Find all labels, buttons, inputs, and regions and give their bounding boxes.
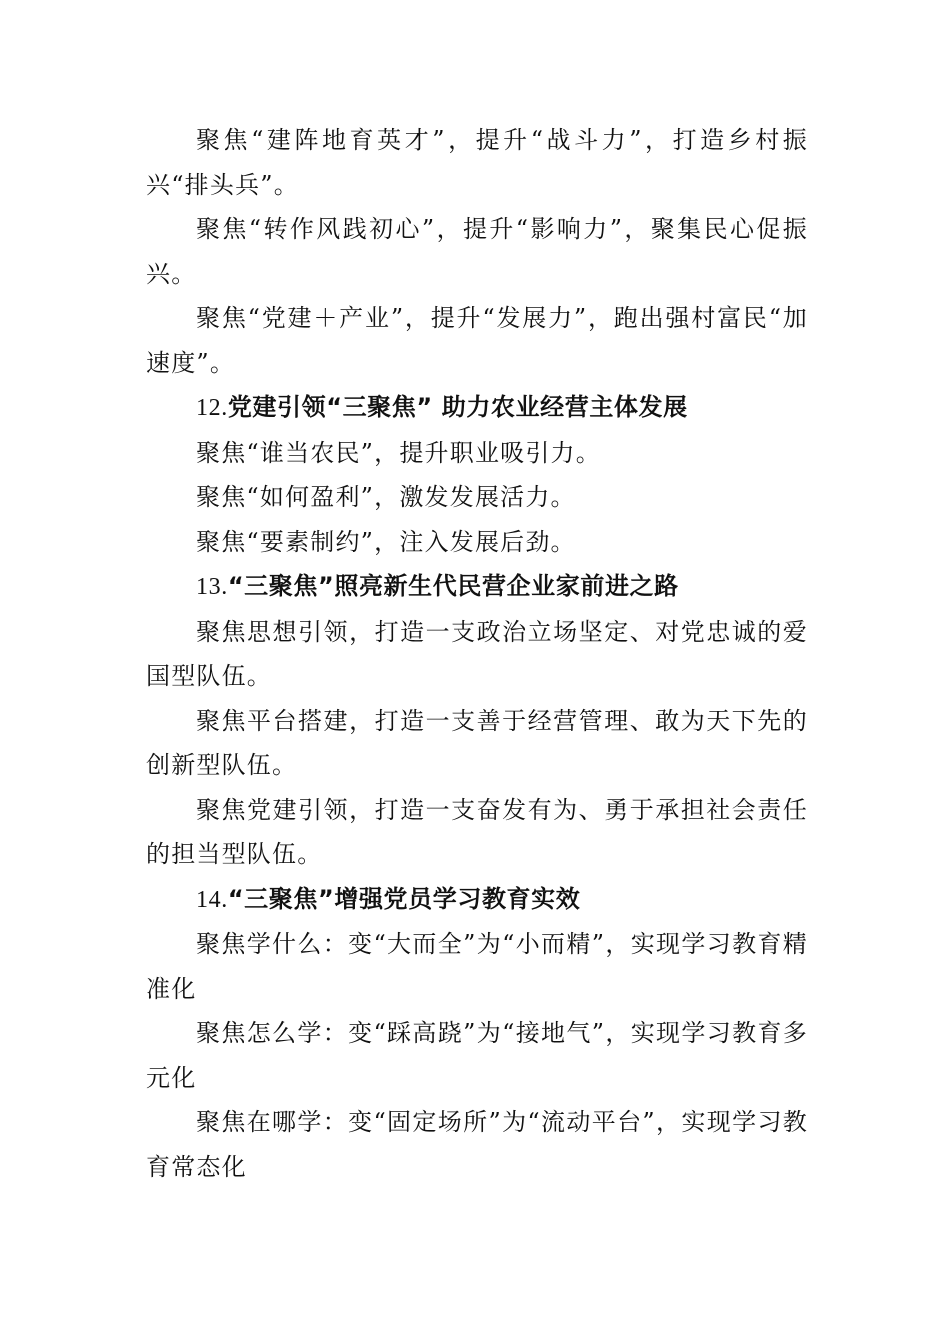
- paragraph: 聚焦学什么：变“大而全”为“小而精”，实现学习教育精准化: [146, 930, 808, 1003]
- paragraph: 聚焦“如何盈利”，激发发展活力。: [196, 483, 576, 511]
- paragraph: 聚焦思想引领，打造一支政治立场坚定、对党忠诚的爱国型队伍。: [146, 617, 808, 690]
- section-heading-13: [146, 564, 808, 610]
- section-title: “三聚焦”照亮新生代民营企业家前进之路: [227, 572, 679, 600]
- section-title: “三聚焦”增强党员学习教育实效: [227, 884, 581, 913]
- paragraph: 聚焦“转作风践初心”，提升“影响力”，聚集民心促振兴。: [146, 215, 808, 288]
- section-heading-12: [146, 385, 808, 431]
- paragraph: 聚焦“谁当农民”，提升职业吸引力。: [196, 438, 601, 467]
- paragraph: 聚焦平台搭建，打造一支善于经营管理、敢为天下先的创新型队伍。: [146, 706, 808, 779]
- paragraph: 聚焦怎么学：变“踩高跷”为“接地气”，实现学习教育多元化: [146, 1019, 808, 1092]
- section-title: 党建引领“三聚焦” 助力农业经营主体发展: [227, 393, 688, 421]
- paragraph: 聚焦“建阵地育英才”，提升“战斗力”，打造乡村振兴“排头兵”。: [146, 126, 808, 199]
- section-number: 13.: [196, 574, 228, 600]
- paragraph: 聚焦党建引领，打造一支奋发有为、勇于承担社会责任的担当型队伍。: [146, 795, 808, 868]
- section-number: 14.: [196, 886, 228, 913]
- paragraph: 聚焦“要素制约”，注入发展后劲。: [196, 527, 576, 556]
- paragraph: 聚焦“党建＋产业”，提升“发展力”，跑出强村富民“加速度”。: [146, 304, 808, 377]
- section-heading-14: [146, 877, 808, 923]
- paragraph: 聚焦在哪学：变“固定场所”为“流动平台”，实现学习教育常态化: [146, 1108, 808, 1181]
- section-number: 12.: [196, 395, 228, 421]
- document-body: [146, 118, 808, 1189]
